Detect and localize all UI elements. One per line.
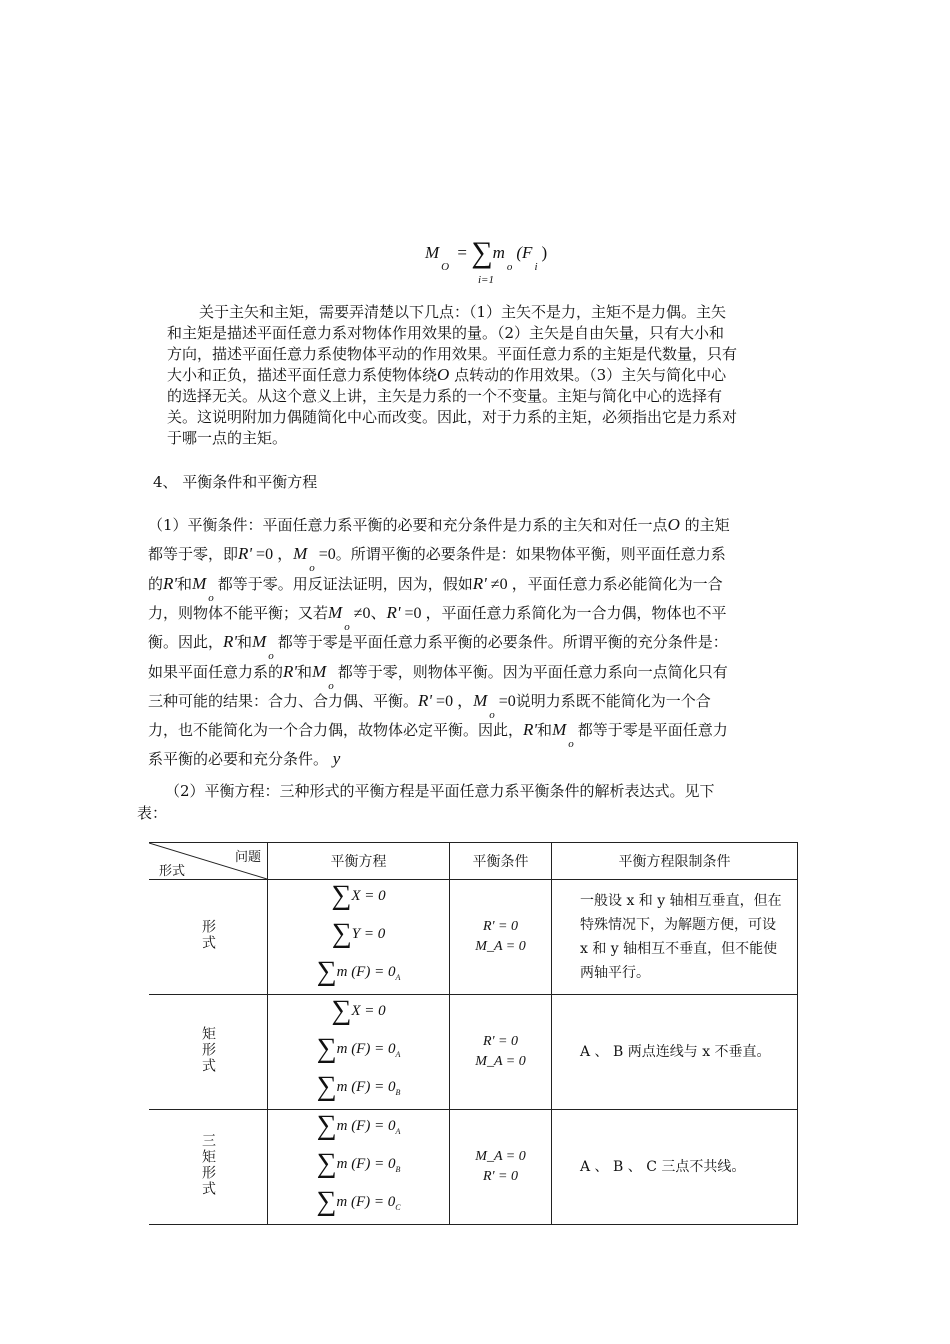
- formula-m: m: [492, 243, 505, 262]
- limit-text: 一般设 x 和 y 轴相互垂直，但在特殊情况下，为解题方便，可设 x 和 y 轴相互不垂直，但不能使两轴平行。: [580, 893, 782, 981]
- text-line: [137, 803, 167, 823]
- sigma-symbol: ∑: [316, 956, 337, 987]
- sigma-symbol: ∑: [331, 995, 352, 1026]
- formula-arg: (F: [516, 243, 533, 262]
- equation-subscript: B: [395, 1088, 401, 1097]
- math-symbol: R': [472, 573, 487, 593]
- text-line: [148, 661, 728, 692]
- equation-text: m (F) = 0: [336, 964, 396, 980]
- conditions-cell: [450, 995, 552, 1110]
- text-line: [167, 344, 737, 364]
- math-symbol: M: [552, 720, 567, 740]
- text-run: 关。这说明附加力偶随简化中心而改变。因此，对于力系的主矩，必须指出它是力系对: [167, 408, 738, 426]
- equations-cell: [268, 995, 450, 1110]
- equation: [268, 918, 449, 956]
- text-run: 都等于零，即: [148, 545, 239, 564]
- math-symbol: =0: [498, 692, 516, 710]
- text-run: 三种可能的结果：合力、合力偶、平衡。: [148, 691, 419, 710]
- equation-text: m (F) = 0: [336, 1194, 396, 1210]
- math-symbol: o: [268, 650, 274, 663]
- text-run: 和: [177, 574, 193, 593]
- text-run: 方向，描述平面任意力系使物体平动的作用效果。平面任意力系的主矩是代数量，只有: [167, 345, 738, 363]
- text-line: [148, 544, 726, 575]
- formula-m-sub: o: [506, 261, 513, 273]
- equation-text: m (F) = 0: [336, 1156, 396, 1172]
- math-symbol: o: [328, 679, 334, 692]
- sigma-symbol: ∑: [331, 918, 352, 949]
- table-row: [149, 880, 798, 995]
- text-run: 平面任意力系必能简化为一合: [527, 574, 723, 593]
- equation-text: m (F) = 0: [336, 1079, 396, 1095]
- condition: R' = 0: [483, 1169, 518, 1184]
- moment-formula: [425, 232, 548, 273]
- equation-text: Y = 0: [351, 926, 386, 942]
- text-line: [148, 602, 727, 633]
- text-run: 系平衡的必要和充分条件。: [148, 750, 333, 769]
- limit-cell: [552, 880, 798, 995]
- header-equations: 平衡方程: [268, 843, 450, 880]
- header-limits: 平衡方程限制条件: [552, 843, 798, 880]
- table-row: [149, 995, 798, 1110]
- math-symbol: M: [252, 632, 267, 652]
- math-symbol: M: [328, 602, 343, 622]
- text-line: [148, 515, 730, 535]
- equilibrium-table: [149, 842, 798, 1225]
- form-cell: [149, 1110, 268, 1225]
- formula-sigma: ∑: [471, 236, 493, 269]
- formula-arg-sub: i: [534, 261, 538, 273]
- formula-eq: =: [453, 243, 472, 262]
- math-symbol: M: [312, 661, 327, 681]
- math-symbol: R': [418, 690, 433, 710]
- limit-cell: [552, 995, 798, 1110]
- text-run: 点转动的作用效果。（3）主矢与简化中心: [449, 366, 727, 384]
- section-heading: 4、 平衡条件和平衡方程: [153, 473, 318, 491]
- equation-text: X = 0: [351, 888, 386, 904]
- math-symbol: R': [223, 632, 238, 652]
- math-symbol: ≠0 ，: [486, 575, 528, 593]
- equation: [268, 1148, 449, 1186]
- text-run: 。所谓平衡的必要条件是：如果物体平衡，则平面任意力系: [335, 545, 726, 564]
- text-run: 都等于零。用反证法证明，因为，假如: [217, 574, 473, 593]
- table-row: [149, 1110, 798, 1225]
- text-line: [167, 407, 737, 427]
- math-symbol: o: [489, 708, 495, 721]
- math-symbol: M: [192, 573, 207, 593]
- math-symbol: R': [163, 573, 178, 593]
- condition: M_A = 0: [475, 1054, 526, 1069]
- math-symbol: =0 ，: [432, 692, 474, 710]
- text-run: 和: [297, 662, 313, 681]
- equation: [268, 1033, 449, 1071]
- sigma-symbol: ∑: [316, 1033, 337, 1064]
- text-run: 关于主矢和主矩，需要弄清楚以下几点：（1）主矢不是力，主矩不是力偶。主矢: [199, 303, 727, 321]
- text-run: 都等于零是平面任意力: [577, 721, 728, 740]
- text-line: [148, 720, 728, 751]
- limit-text: A 、 B 两点连线与 x 不垂直。: [580, 1044, 771, 1060]
- equation: [268, 1071, 449, 1109]
- text-run: （1）平衡条件：平面任意力系平衡的必要和充分条件是力系的主矢和对任一点: [148, 516, 668, 534]
- sigma-symbol: ∑: [316, 1186, 337, 1217]
- text-run: （2）平衡方程：三种形式的平衡方程是平面任意力系平衡条件的解析表达式。见下: [165, 782, 715, 800]
- math-symbol: M: [473, 690, 488, 710]
- conditions-cell: [450, 1110, 552, 1225]
- sigma-symbol: ∑: [331, 880, 352, 911]
- corner-top-label: 问题: [234, 850, 261, 865]
- equations-cell: [268, 880, 450, 995]
- equation-subscript: A: [395, 1127, 401, 1136]
- math-symbol: o: [344, 620, 350, 633]
- form-cell: [149, 880, 268, 995]
- equation-subscript: B: [395, 1165, 401, 1174]
- limit-text: A 、 B 、 C 三点不共线。: [580, 1159, 746, 1175]
- equation-text: m (F) = 0: [336, 1118, 396, 1134]
- equation: [268, 995, 449, 1033]
- equation: [268, 1186, 449, 1224]
- equation: [268, 880, 449, 918]
- corner-bottom-label: 形式: [159, 864, 186, 879]
- math-symbol: o: [309, 562, 315, 575]
- math-symbol: =0: [318, 546, 336, 564]
- text-line: [199, 302, 726, 322]
- text-line: [165, 781, 715, 801]
- formula-lhs-sub: O: [441, 261, 450, 273]
- text-line: [167, 386, 722, 406]
- text-line: [167, 365, 726, 385]
- text-run: 大小和正负，描述平面任意力系使物体绕: [167, 366, 438, 384]
- math-symbol: o: [568, 738, 574, 751]
- condition: R' = 0: [483, 1034, 518, 1049]
- equation-text: X = 0: [351, 1003, 386, 1019]
- text-run: 于哪一点的主矩。: [167, 429, 288, 447]
- text-run: 表：: [137, 804, 168, 822]
- equation: [268, 956, 449, 994]
- form-label: 三矩形式: [200, 1133, 216, 1197]
- math-symbol: M: [293, 544, 308, 564]
- formula-index: i=1: [478, 274, 494, 286]
- math-symbol: R': [238, 544, 253, 564]
- conditions-cell: [450, 880, 552, 995]
- math-symbol: =0 ，: [400, 604, 442, 622]
- form-cell: [149, 995, 268, 1110]
- math-symbol: R': [386, 602, 401, 622]
- math-symbol: o: [208, 591, 214, 604]
- text-run: 的选择无关。从这个意义上讲，主矢是力系的一个不变量。主矩与简化中心的选择有: [167, 387, 723, 405]
- text-run: 都等于零是平面任意力系平衡的必要条件。所谓平衡的充分条件是：: [277, 633, 728, 652]
- sigma-symbol: ∑: [316, 1071, 337, 1102]
- header-conditions: 平衡条件: [450, 843, 552, 880]
- text-line: [148, 749, 340, 769]
- equation-subscript: A: [395, 973, 401, 982]
- equation: [268, 1110, 449, 1148]
- sigma-symbol: ∑: [316, 1148, 337, 1179]
- text-run: 和: [237, 633, 253, 652]
- text-run: 都等于零，则物体平衡。因为平面任意力系向一点简化只有: [337, 662, 728, 681]
- math-symbol: =0 ，: [252, 546, 294, 564]
- text-run: 的: [148, 574, 164, 593]
- form-label: 矩形式: [200, 1026, 216, 1074]
- equation-subscript: A: [395, 1050, 401, 1059]
- text-line: [148, 632, 728, 663]
- equation-subscript: C: [395, 1203, 401, 1212]
- math-symbol: R': [283, 661, 298, 681]
- text-run: 的主矩: [679, 516, 730, 534]
- text-run: 力，也不能简化为一个合力偶，故物体必定平衡。因此，: [148, 721, 524, 740]
- text-run: 衡。因此，: [148, 633, 224, 652]
- condition: R' = 0: [483, 919, 518, 934]
- math-symbol: y: [332, 749, 341, 769]
- condition: M_A = 0: [475, 1149, 526, 1164]
- math-symbol: O: [667, 515, 680, 534]
- math-symbol: ≠0、: [353, 604, 387, 622]
- formula-close: ): [541, 243, 548, 262]
- math-symbol: O: [437, 365, 450, 384]
- text-line: [148, 573, 723, 604]
- limit-cell: [552, 1110, 798, 1225]
- text-line: [167, 323, 724, 343]
- text-run: 说明力系既不能简化为一个合: [515, 691, 711, 710]
- text-run: 平面任意力系简化为一合力偶，物体也不平: [441, 603, 727, 622]
- sigma-symbol: ∑: [316, 1110, 337, 1141]
- text-line: [167, 428, 287, 448]
- text-run: 和: [537, 721, 553, 740]
- corner-header-cell: [149, 843, 268, 880]
- condition: M_A = 0: [475, 939, 526, 954]
- form-label: 形式: [200, 919, 216, 951]
- equation-text: m (F) = 0: [336, 1041, 396, 1057]
- text-run: 力，则物体不能平衡；又若: [148, 603, 329, 622]
- text-line: [148, 690, 711, 721]
- text-run: 如果平面任意力系的: [148, 662, 284, 681]
- text-run: 和主矩是描述平面任意力系对物体作用效果的量。（2）主矢是自由矢量，只有大小和: [167, 324, 725, 342]
- math-symbol: R': [523, 720, 538, 740]
- equations-cell: [268, 1110, 450, 1225]
- formula-lhs: M: [425, 243, 440, 262]
